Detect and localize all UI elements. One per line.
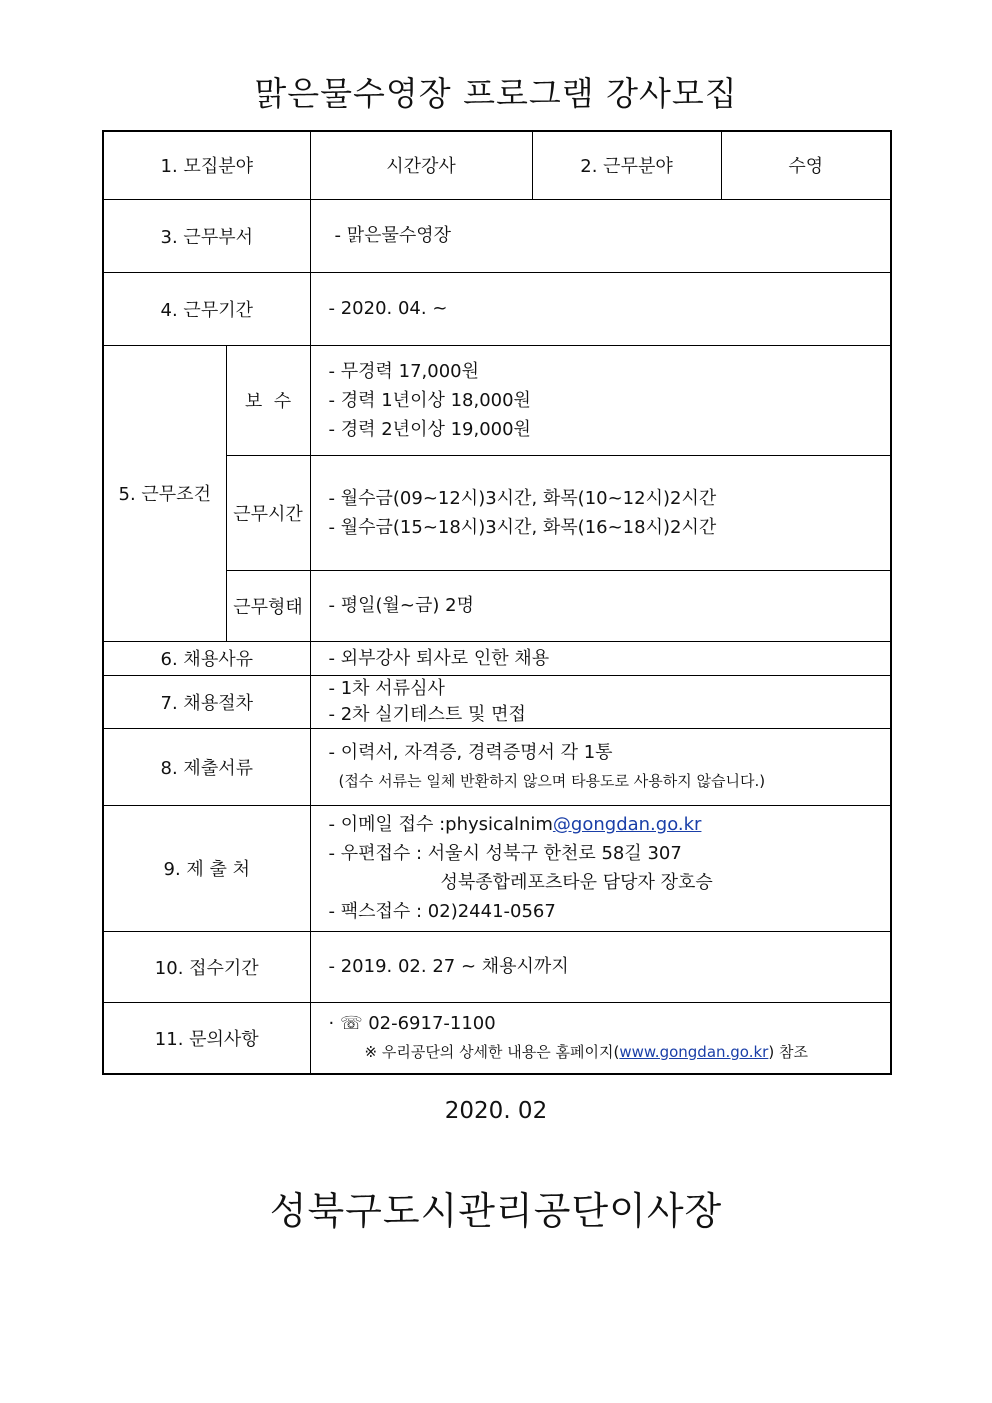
pay-line: - 무경력 17,000원 xyxy=(328,360,479,382)
row-period-receipt xyxy=(103,931,891,1002)
period-value: - 2020. 04. ~ xyxy=(310,272,891,345)
procedure-value xyxy=(310,675,891,728)
fax-line: - 팩스접수 : 02)2441-0567 xyxy=(328,901,556,922)
row-procedure xyxy=(103,675,891,728)
row-hire-reason xyxy=(103,641,891,675)
row-submission xyxy=(103,805,891,931)
inquiry-label: 11. 문의사항 xyxy=(103,1002,310,1074)
work-field-label: 2. 근무분야 xyxy=(532,131,721,199)
documents-note: (접수 서류는 일체 반환하지 않으며 타용도로 사용하지 않습니다.) xyxy=(338,771,766,790)
post-line-2: 성북종합레포츠타운 담당자 장호승 xyxy=(440,872,713,893)
row-recruit-field xyxy=(103,131,891,199)
row-department xyxy=(103,199,891,272)
procedure-line: - 2차 실기테스트 및 면접 xyxy=(328,703,526,725)
document-title: 맑은물수영장 프로그램 강사모집 xyxy=(254,74,738,113)
documents-line: - 이력서, 자격증, 경력증명서 각 1통 xyxy=(328,741,613,763)
inquiry-value xyxy=(310,1002,891,1074)
documents-value xyxy=(310,728,891,805)
pay-line: - 경력 2년이상 19,000원 xyxy=(328,418,531,440)
post-line: - 우편접수 : 서울시 성북구 한천로 58길 307 xyxy=(328,843,682,864)
recruit-field-value: 시간강사 xyxy=(310,131,532,199)
period-label: 4. 근무기간 xyxy=(103,272,310,345)
homepage-link[interactable]: www.gongdan.go.kr xyxy=(619,1042,769,1061)
recruit-field-label: 1. 모집분야 xyxy=(103,131,310,199)
documents-label: 8. 제출서류 xyxy=(103,728,310,805)
hire-reason-label: 6. 채용사유 xyxy=(103,641,310,675)
procedure-line: - 1차 서류심사 xyxy=(328,677,445,699)
row-inquiry xyxy=(103,1002,891,1074)
email-link[interactable]: @gongdan.go.kr xyxy=(552,814,702,835)
document-date: 2020. 02 xyxy=(444,1098,548,1124)
row-documents xyxy=(103,728,891,805)
row-pay xyxy=(103,345,891,455)
work-type-label: 근무형태 xyxy=(226,570,310,641)
hire-reason-value: - 외부강사 퇴사로 인한 채용 xyxy=(310,641,891,675)
recruitment-table xyxy=(102,130,892,1075)
procedure-label: 7. 채용절차 xyxy=(103,675,310,728)
work-field-value: 수영 xyxy=(721,131,891,199)
homepage-note: ※ 우리공단의 상세한 내용은 홈페이지(www.gongdan.go.kr) 참조 xyxy=(364,1042,808,1061)
department-value: - 맑은물수영장 xyxy=(310,199,891,272)
row-period xyxy=(103,272,891,345)
signature: 성북구도시관리공단이사장 xyxy=(269,1189,723,1233)
receipt-period-value: - 2019. 02. 27 ~ 채용시까지 xyxy=(310,931,891,1002)
pay-label: 보 수 xyxy=(226,345,310,455)
work-type-value: - 평일(월~금) 2명 xyxy=(310,570,891,641)
phone-line: · ☏ 02-6917-1100 xyxy=(328,1012,496,1034)
submission-label: 9. 제 출 처 xyxy=(103,805,310,931)
hours-label: 근무시간 xyxy=(226,455,310,570)
receipt-period-label: 10. 접수기간 xyxy=(103,931,310,1002)
pay-value xyxy=(310,345,891,455)
hours-line: - 월수금(09~12시)3시간, 화목(10~12시)2시간 xyxy=(328,487,717,509)
hours-value xyxy=(310,455,891,570)
hours-line: - 월수금(15~18시)3시간, 화목(16~18시)2시간 xyxy=(328,516,717,538)
pay-line: - 경력 1년이상 18,000원 xyxy=(328,389,531,411)
email-line: - 이메일 접수 :physicalnim@gongdan.go.kr xyxy=(328,814,702,835)
department-label: 3. 근무부서 xyxy=(103,199,310,272)
submission-value xyxy=(310,805,891,931)
conditions-label: 5. 근무조건 xyxy=(103,345,226,641)
